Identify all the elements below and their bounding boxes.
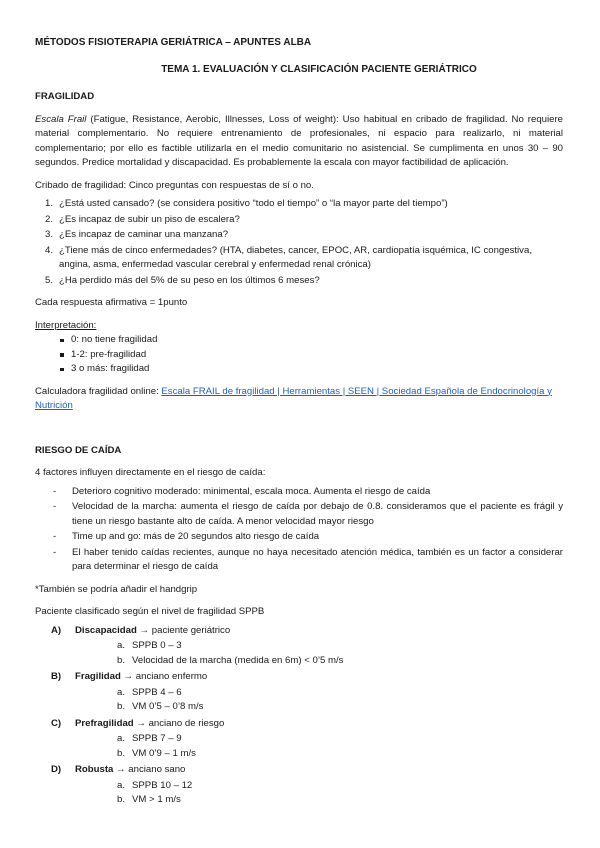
frail-questions-list xyxy=(35,197,563,288)
class-result: → anciano enfermo xyxy=(120,671,208,682)
criterion-text: VM 0’9 – 1 m/s xyxy=(132,747,196,759)
list-marker: C) xyxy=(51,717,62,729)
class-sublist xyxy=(75,779,563,808)
list-item xyxy=(35,213,563,228)
interpretation-list xyxy=(35,333,563,377)
list-marker: B) xyxy=(51,671,62,682)
class-sublist xyxy=(75,639,563,668)
question-text: ¿Tiene más de cinco enfermedades? (HTA, diabetes, cancer, EPOC, AR, cardiopatía isquémica, IC congestiva, angina, asma, enfermedad vascular cerebral y enfermedad renal crónica) xyxy=(59,244,532,270)
section-heading-caida: RIESGO DE CAÍDA xyxy=(35,444,122,456)
list-item xyxy=(75,654,563,669)
class-name: Prefragilidad xyxy=(75,717,134,729)
sppb-classification-list xyxy=(35,624,563,808)
list-number: 1. xyxy=(44,198,53,209)
list-number: 2. xyxy=(44,213,53,225)
class-name: Discapacidad xyxy=(75,624,137,636)
criterion-text: SPPB 0 – 3 xyxy=(132,640,182,651)
list-marker: a. xyxy=(117,779,126,791)
list-item xyxy=(35,274,563,289)
criterion-text: VM 0’5 – 0’8 m/s xyxy=(132,701,204,712)
list-item xyxy=(75,686,563,701)
list-marker: a. xyxy=(117,640,126,651)
section-heading-fragilidad: FRAGILIDAD xyxy=(35,91,95,102)
class-sublist xyxy=(75,732,563,761)
list-item xyxy=(75,779,563,794)
calculator-paragraph xyxy=(35,385,563,414)
scoring-text: Cada respuesta afirmativa = 1punto xyxy=(35,297,188,308)
criterion-text: Velocidad de la marcha (medida en 6m) < 0’5 m/s xyxy=(132,654,344,666)
question-text: ¿Es incapaz de subir un piso de escalera? xyxy=(59,213,240,225)
sppb-intro: Paciente clasificado según el nivel de fragilidad SPPB xyxy=(35,606,265,617)
list-marker: A) xyxy=(51,624,62,636)
class-result: → paciente geriátrico xyxy=(136,624,231,636)
list-number: 4. xyxy=(44,244,53,256)
class-result: → anciano sano xyxy=(113,764,186,775)
calculator-label: Calculadora fragilidad online: xyxy=(35,385,162,397)
frail-calculator-link[interactable]: Escala FRAIL de fragilidad | Herramientas | SEEN | Sociedad Española de Endocrinología y Nutrición xyxy=(35,385,552,411)
tema-title: TEMA 1. EVALUACIÓN Y CLASIFICACIÓN PACIENTE GERIÁTRICO xyxy=(161,63,477,75)
document-page xyxy=(35,36,563,810)
list-item xyxy=(35,228,563,243)
criterion-text: SPPB 7 – 9 xyxy=(132,733,182,744)
frail-intro-italic: Escala Frail xyxy=(35,113,87,125)
list-item xyxy=(75,732,563,747)
list-item: 0: no tiene fragilidad xyxy=(35,333,563,348)
list-item xyxy=(35,717,563,762)
list-item: 3 o más: fragilidad xyxy=(35,362,563,377)
class-sublist xyxy=(75,686,563,715)
list-item xyxy=(75,793,563,808)
question-text: ¿Está usted cansado? (se considera positivo “todo el tiempo” o “la mayor parte del tiempo”) xyxy=(59,198,448,209)
list-item xyxy=(35,763,563,808)
list-item xyxy=(35,670,563,715)
cribado-text: Cribado de fragilidad: Cinco preguntas con respuestas de sí o no. xyxy=(35,179,314,191)
list-number: 3. xyxy=(44,229,53,240)
question-text: ¿Ha perdido más del 5% de su peso en los últimos 6 meses? xyxy=(59,274,320,286)
class-name: Fragilidad xyxy=(75,671,121,682)
list-marker: b. xyxy=(117,747,126,759)
list-marker: b. xyxy=(117,701,126,712)
list-marker: a. xyxy=(117,686,126,698)
list-item: - El haber tenido caídas recientes, aunque no haya necesitado atención médica, también es un factor a considerar para determinar el riesgo de caída xyxy=(35,546,563,575)
criterion-text: VM > 1 m/s xyxy=(132,794,181,805)
document-header: MÉTODOS FISIOTERAPIA GERIÁTRICA – APUNTES ALBA xyxy=(35,37,312,48)
handgrip-note: *También se podría añadir el handgrip xyxy=(35,583,198,595)
fall-factors-list xyxy=(35,485,563,575)
class-result: → anciano de riesgo xyxy=(133,717,225,729)
list-item xyxy=(75,639,563,654)
list-item xyxy=(35,197,563,212)
list-marker: a. xyxy=(117,733,126,744)
list-item: 1-2: pre-fragilidad xyxy=(35,348,563,363)
list-number: 5. xyxy=(44,274,53,286)
criterion-text: SPPB 4 – 6 xyxy=(132,686,182,698)
list-item: - Velocidad de la marcha: aumenta el riesgo de caída por debajo de 0.8. consideramos que el paciente es frágil y tiene un riesgo bastante alto de caída. A menor velocidad mayor riesgo xyxy=(35,500,563,529)
frail-intro-text: (Fatigue, Resistance, Aerobic, Illnesses, Loss of weight): Uso habitual en cribado de fragilidad. No requiere material complementario. No requiere entrenamiento de profesionales, ni espacio para realizarlo, ni material complementario; por ello es factible utilizarla en el medio comunitario no asistencial. Se cumplimenta en unos 30 – 90 segundos. Predice mortalidad y discapacidad. Es probablemente la escala con mayor factibilidad de aplicación. xyxy=(35,113,563,168)
list-item xyxy=(75,700,563,715)
list-marker: D) xyxy=(51,764,62,775)
class-name: Robusta xyxy=(75,764,114,775)
interpretation-label: Interpretación: xyxy=(35,319,97,331)
list-marker: b. xyxy=(117,794,126,805)
list-item xyxy=(75,747,563,762)
list-item xyxy=(35,624,563,669)
criterion-text: SPPB 10 – 12 xyxy=(132,779,193,791)
caida-intro: 4 factores influyen directamente en el riesgo de caída: xyxy=(35,467,266,478)
list-item: - Time up and go: más de 20 segundos alto riesgo de caída xyxy=(35,530,563,545)
question-text: ¿Es incapaz de caminar una manzana? xyxy=(59,229,229,240)
list-item xyxy=(35,244,563,273)
frail-intro-paragraph xyxy=(35,113,563,171)
list-item: - Deterioro cognitivo moderado: minimental, escala moca. Aumenta el riesgo de caída xyxy=(35,485,563,500)
list-marker: b. xyxy=(117,654,126,666)
